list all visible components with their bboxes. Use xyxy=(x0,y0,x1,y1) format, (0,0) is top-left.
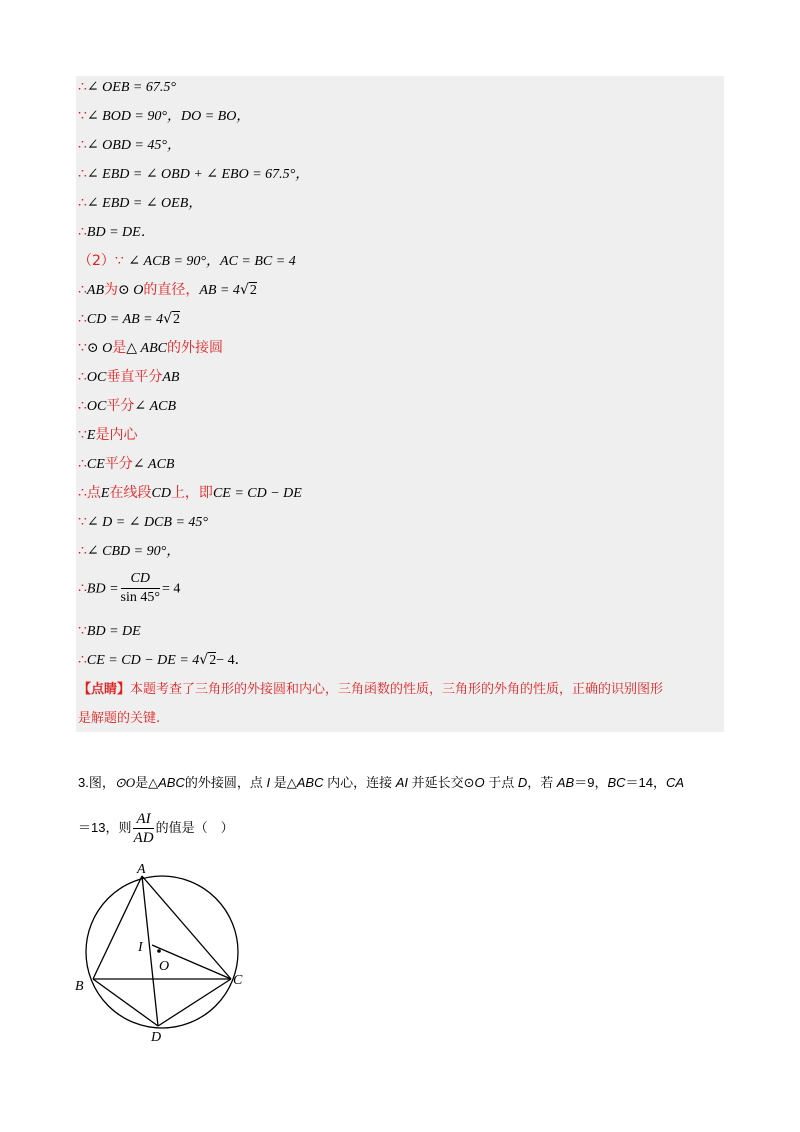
therefore-symbol: ∴ xyxy=(78,195,87,211)
oc-perp-line: ∴OC垂直平分AB xyxy=(78,369,180,385)
segment-ab xyxy=(93,876,142,979)
label-i: I xyxy=(138,940,143,955)
question-fraction: $\frac{AI}{AD}$ xyxy=(133,811,154,846)
bd-fraction-line: ∴BD = $\frac{CD}{\sin 45^\circ}$ = 4 xyxy=(78,571,181,605)
solution-line xyxy=(78,135,181,156)
ce-bisect-line: ∴CE平分∠ ACB xyxy=(78,456,175,472)
math-expression: ∠ OBD = 45°， xyxy=(86,138,181,153)
label-d: D xyxy=(151,1030,162,1042)
solution-line xyxy=(78,164,309,185)
math-expression: BD = DE． xyxy=(86,225,155,240)
therefore-symbol: ∴ xyxy=(78,137,87,153)
solution-line xyxy=(78,77,176,98)
therefore-symbol: ∴ xyxy=(78,166,87,182)
cd-line: ∴CD = AB = 4√2 xyxy=(78,309,180,330)
solution-line xyxy=(78,193,202,214)
fraction: $\frac{CD}{\sin 45^\circ}$ xyxy=(120,571,160,605)
sqrt-symbol: √2 xyxy=(199,652,217,668)
bd-de-line: ∵BD = DE xyxy=(78,623,141,639)
segment-ad xyxy=(142,876,158,1026)
math-expression: ∠ EBD = ∠ OBD + ∠ EBO = 67.5°， xyxy=(86,167,310,182)
label-a: A xyxy=(137,862,146,877)
comment-line-2: 是解题的关键. xyxy=(78,711,161,726)
e-on-cd-line: ∴点E在线段CD上，即CE = CD − DE xyxy=(78,485,302,501)
ab-diameter-line: ∴AB为⊙ O的直径，AB = 4√2 xyxy=(78,280,257,301)
math-expression: ∠ BOD = 90°，DO = BO， xyxy=(86,109,251,124)
question-3-line-2: ＝13，则 $\frac{AI}{AD}$ 的值是（ ） xyxy=(78,811,234,846)
angle-cbd-line: ∴∠ CBD = 90°， xyxy=(78,543,181,559)
ce-final-line: ∴CE = CD − DE = 4√2− 4． xyxy=(78,650,249,671)
comment-line-1: 【点睛】本题考查了三角形的外接圆和内心，三角函数的性质，三角形的外角的性质，正确的识别图形 xyxy=(78,682,664,697)
circumcircle-line: ∵⊙ O是△ ABC的外接圆 xyxy=(78,340,223,356)
label-o: O xyxy=(159,959,170,974)
sqrt-symbol: √2 xyxy=(163,311,181,327)
solution-line xyxy=(78,106,250,127)
therefore-symbol: ∴ xyxy=(78,224,87,240)
solution-line xyxy=(78,222,155,243)
center-point-o xyxy=(157,949,161,953)
oc-bisect-line: ∴OC平分∠ ACB xyxy=(78,398,177,414)
therefore-symbol: ∴ xyxy=(78,79,87,95)
sqrt-symbol: √2 xyxy=(239,282,257,298)
e-incenter-line: ∵E是内心 xyxy=(78,427,138,443)
segment-ac xyxy=(142,876,231,979)
angle-d-line: ∵∠ D = ∠ DCB = 45° xyxy=(78,514,208,530)
segment-cd xyxy=(158,979,231,1026)
part2-given-line: （2）∵ ∠ ACB = 90°，AC = BC = 4 xyxy=(78,253,296,269)
question-3-line-1: 3.图，⊙O是△ABC的外接圆，点 I 是△ABC 内心，连接 AI 并延长交⊙O 于点 D，若 AB＝9，BC＝14，CA xyxy=(78,775,685,790)
therefore-symbol: ∵ xyxy=(78,108,87,124)
math-expression: ∠ OEB = 67.5° xyxy=(86,80,176,95)
circle-triangle-figure xyxy=(72,862,252,1042)
math-expression: ∠ EBD = ∠ OEB， xyxy=(86,196,203,211)
label-c: C xyxy=(233,973,243,988)
label-b: B xyxy=(75,979,84,994)
